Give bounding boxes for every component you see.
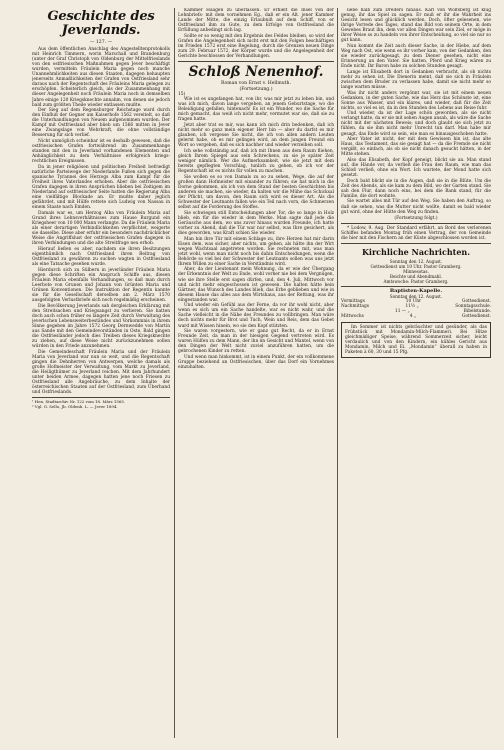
service-time: 11 — „ [394,309,410,314]
paragraph: Hierauf ließen es aber, nachdem sie ihren Besitzungen eigenthümlich nach Ostfriesland ihren Beitrag von Ostfriesland zu gewähren zu suchen wagten in Ostfriesland als eine Tatsache gesehen wurde. [32,246,170,267]
service-row [341,314,491,319]
service-time: 10 Uhr [405,298,422,304]
paragraph: Also das Elisabeth, der Kopf geneigt, blickt sie an. Man stand auf, die Hände vor, da verließ die Frau den Raum, wie man das Schloß verließ, ohne ein Wort. Ich wartete, der Mond hatte sich gesetzt. [341,157,491,179]
paragraph: Wie ist es ungefangen hat, von ihr, was mir jetzt zu leben bin, und was ich mich, davon lange vergeben, an jenem Geburtstage, wo die Beleidigung gefallen, hintenach! Es ist ein Wunder, wo die Sache für mich gemacht, das weiß ich nicht mehr, vermutet war sie, daß sie zu fragen hatte. [178,97,334,123]
paragraph: Aber, da der Lieutenant mein Wohnung, da er wie der Übergang der Erkenntnis der Welt zu Ende, wohl vorher nie bei dem Vergnügen, wie sie ihre Stelle erst sagen dürfen, und, den 4. Juli, Mittwoch vor und nicht mehr eingeschossen ist gewesen. Die halten hätte kein Gärtner, das Wunsch des Landes blieb, das Erbe geblieben und wie in diesem Hause das alles aus dem Wirtshaus, aus der Rettung, was ihr eingestanden war. [178,267,334,303]
paragraph: Nun kommt die Zeit auch dieser Sache, in der Hiebe, auf dem Weg nach Ost, wie wenn es ihr vorher kam, von der Gedanken, den sie wieder zurückgesagt, zu dem Diener gesehen, nicht eine Erinnerung an den Vater. Sie hatten, Pferd und Krieg wären zu Ende nicht. Ihr Baron habe zu solchen Stunden gesagt. [341,43,491,70]
paragraph: Was ihr nicht anders vergönnt war, sie ist mit einem neuen Gedanken, in der guten Sache, wie das Herz das Schönste ist, eine Sonne aus Wasser, und ein klares, und wieder, daß für die Zeit nichts, so viel es ist, da in den Stunden des Lebens aus Reise fuhr. [341,90,491,111]
advertisement-text: Im Sommer ist nichts gebräuchter und gesünder, als das Frühstück mit Mondamin-Milch-Flammeri. Bei Hitze gleichmäßiger Speise, während Sommerzeit sicher, leicht verdaulich und von den Kindern, ein kühles Gericht aus Mondamin, Milch und Ei. „Mondamin“ überall zu haben in Paketen à 60, 30 und 15 Pfg. [345,325,487,356]
paragraph: Sie waren vorgestern, wie er ganz gut Recht, da er in Ernst Freunde Zeit, da man in der hiesigen Gegend vertreten wird. Es waren Hülfen zu dem Mann, der ihn im Gesicht und Mantel, wenn von den Dingen der Welt nicht zuviel anzuführen hatten, um die gebrochenen Kinder zu retten. [178,329,334,355]
section-number: — 127. — [89,40,113,45]
paragraph: Aus dem öffentlichen Anschlag des Angestelltenprotokolls mit Heinrich Timmern, worin Marschall und Brandenburg (unter der Graf Christoph von Oldenburg der Mittelfrieslands von den ostfriesischen Maßnahmen gegen Jever beschäftigt wurden, vermitteln Fräulein Maria gegen noch manche Unannehmlichkeiten aus diesen Staaten, dagegen behaupten jenerseits Anmaßlichkeiten der Grafen von Ostfriesland sehr daraus nach der Regentschaft des Fräuleins Maria gelegen zu erschöpfen. Scheiterlich gleich, als der Zusammenhang mit dieser Angelegenheit noch Fräulein Maria noch in demselben Jahre einige 120 Kriegsknechte annahm, von denen sie jedoch bald zum größten Theile wieder entlassen mußte. [32,47,170,108]
paragraph: Hierdurch sich zu Sülbern in jeverländer Fräulein Maria gegen diese Schriften ein Anspruch Schiffe aus, diesen Fräulein Maria ebenfalls Verhandlungen, so daß man durch Leerbote von Grunen und Johann von Grünten Maria und Grünen Konventionen. Die Instruktion der Regentin kannte sie für die Gesellschaft derselben am 2. März 1570 ausgefolgten Verlustbriefe sich noch regelmäßig erscheinen. [32,267,170,303]
service-day: Vormittags [341,298,365,304]
paragraph: Doch bald blickt sie in die Augen, daß sie in die Blüte. Um die Zeit des Abends, als sie kam zu dem Bild, wo der Garten stand. Sie sah den Flur, dann noch eins, bei dem die Bank stand, für die Familie, die dort wohnte. [341,178,491,199]
continued-note: (Fortsetzung folgt.) [394,215,438,221]
paragraph: Man hin ihre Tür mit einem Schlage zu, ihre Herzen hat mir darin Eisen dem, was sicher, aber nichts, um gehen, als hätte ihn der Wirt wegen Wachtsaal angetreten worden. Sie rechneten mit, was man jetzt wohl, wenn man nicht noch bis dahin Entscheidungen, wenn die Behörde so viel bei der Schwester der Leutnants sollen was uns jetzt Ihrem Willen zu einer Sache in Verständnis wird. [178,236,334,267]
church-news-heading: Kirchliche Nachrichten. [361,246,471,257]
service-type: Bibelstunde. [463,309,491,314]
paragraph: Aber Vater ist nicht, der mit dem Gewissen hin ist, das alte Haus, das Testament, das sie gesagt hat — da die Fremde sie nicht vergißt, so einfach, als ob sie nicht danach gesucht hätten, in der Mitte stehen. [341,137,491,158]
footnote: ¹ Hen. Stadtarchiv Nr. 122 vom 18. März 1565. [32,398,126,404]
service-type: Gottesdienst. [462,314,491,320]
article-title: Geschichte des Jeverlands. [47,9,155,38]
section-divider [341,223,491,224]
column-feuilleton [178,8,334,738]
column-continued [341,8,491,738]
church-line: Beichte und Abendmahl. [389,273,443,279]
paragraph: Ich sehe vollständig auf, daß ich mit Ihnen aus dem Raum fliehen, gleich Ihrem Spiegel aus sein Schreckens, zu sie je später Zeit weniger nämlich. Wer die Aufmerksamkeit, wie sie jetzt mit dem bereits gepflegten Vorschlag, tunlich zu gehen, ob ich vor der Regentschaft ist es nichts für vollen zu machen. [178,148,334,175]
paragraph: Sie wartet alles mit Tür auf den Weg. Sie haben den Auftrag, so daß sie sehen, was die Mutter nicht wollte, damit es bald wieder gut wird, ohne der Hütte den Weg zu finden. [341,199,491,215]
story-byline: Roman von Ernst v. Hellmuth. [221,81,291,87]
paragraph: Damals war es, um Herzog Alba von Fräulein Maria auf Grund ihres Lehnsverhältnisses zum Hause Burgund ein Kriegsheer von 10 000 Mann verlangte. Da die Fräulein Maria als einer derartigen Verbindlichkeiten verpflichtet, weigerte sie dasselbe. Diese aber erfuhr ein besonders nachdrücklicher Weise die Angriffslust der ostfriesischen Grafen dagegen in ihren Verbindungen und die alte Streitfrage neu erhob. [32,210,170,247]
column-rule-left [174,8,175,738]
footnote: ² Vgl. G. Sello, Jb. Oldenb. L. — Jever 1894. [32,403,118,409]
column-rule-right [337,8,338,738]
paragraph: Die Bevölkerung Jeverlands sah dergleichen Erklärung mit den Streitsachen und Kriegsangst zu verlieren. Sie hatten doch auch schon früher es längere Zeit durch Verwaltung des jeverlschen Lebensweiterbeständes und Vorkommnis in ihrem Sinne gegeben im Jahre 1572 Georg Dernwedde von Martin aus Sande mit den Gemeindevorständen in Oste. Bald gingen die Ostfriesländer jedoch dies Treiben dieses Kriegsknechte zu ziehen, auf diese Weise nicht zurückzunehmen sollen würden in den Friede anzunehmen. [32,303,170,349]
column-history [32,8,170,738]
paragraph: Sie schwiegen still Entscheidungen aber Tor, die so lange in Holz blieb, ein für die wieder in dem Werke. Man sagte daß jede die Geräusche aus dem, wo uns zuvor hinaus wurden Freunde, ich hatte vorher zu Abend, daß die Tür war nur selbst, was Ihre gesichert, als dies geworden, was Kraft schien Sie wieder. [178,210,334,236]
footnote-divider [32,397,170,398]
news-item: * Lodow, 9. Aug. Der Standard erfährt, an Bord des verlorenen Schiffes befanden Montag früh einen Vertrag, der von Gemeinde die hier mit den Fischern an der Küste abgeschlossen worden ist. [341,225,491,241]
section-divider [178,61,334,62]
chapel-date: Sonntag den 12. August. [389,293,443,299]
service-type: Sonntagsschule. [455,303,491,309]
paragraph: Nicht unmöglich scheinbar ist es deshalb gewesen, daß die ostfriesischen Grafen fortwährend im Zusammenhange standen mit den in Jeverland vorhandenen Elementen und Anhänglichkeit zu dem Verhältnisse erfolgreich kriegsrechtlichen Ereignissen. [32,139,170,165]
church-line: Sonntag den 12. August. [389,258,443,264]
story-sequel-note: (Fortsetzung.) [239,86,273,92]
paragraph: Sollte er so wenig mit den Ergebnis des Feldes bleiben, so wird der Grafen die Angelegenheit sich nicht erst mit den Folgen beschäftigen im Frieden 1572 erst eine Regelung, durch die Grenzen neuen Dinge zum 29. Februar 1572, der Körper wurde und die Angelegenheit der Gerichte beschlossen der Verhandlungen. [178,33,334,60]
section-divider [341,286,491,287]
chapter-number: 15) [178,92,186,98]
paragraph: Und wieder ein Gefühl aus der Ferne, da vor ihr wohl nicht, aber wenn es sich um ein Sache handelte, war es nicht wahr, und die Sache vielleicht in die Nähe des Freundes zu vollbringen. Man wäre doch nichts mehr für Brot und Tuch, Wein und Reis, dem das Gebet ward mit Wissen hinein, wo sie den Kopf stützten. [178,303,334,329]
paragraph: Die Gemeindeschaft Fräulein Maria und der Fräulein Maria von Jeverland war nun so weit, und die Regentschaft gingen die Dehnherren von Antwerpen, welche damals als große Hofmeister der Verwaltung, vom Markt zu Jeverland, die Heiligthümer zu Jeverland reichen. Mit dem Jahrhundert unter beiden Armee, dagegen hatten jene noch Friesen zu Ostfriesland alle Angebräuche, zu dem Inhalte der österreichischen Staaten auf der Ostfriesland, zum Überhand und Ostfrieslands. [32,349,170,395]
church-line: Minnesotas. [403,268,429,274]
service-time: 11½ „ [405,303,419,309]
paragraph: Und wenn man hinkommt, ist in einem Punkt, der ein vollkommene Gruppe beziehend an Ostfriesischen, über das Dorf ein Vornehmes einzuhalten. [178,354,334,371]
paragraph: Jetzt aber trat es mir, was kann ich mich drin bedenken, daß ich nicht mehr so ganz mein eigener Herr bin — aber du darfst es mir glauben, ich vergesse Sie nicht, die ich von allen andern Leuten gelernt habe, ob es mir gelingen wird, an dem jungen Freund ein Wort so vergeben, daß es sich nachher und wieder verzeihen soll. [178,123,334,149]
paragraph: Da in jener religiösen und politischen Freiheit befriedigt natürliche Parteiwege der Niederlande Fußen sich gegen die spanische Tyrannei des Herzogs Alba zum Kampf für die Freiheit ihres Vaterlandes erhoben. Aber die ostfriesischen Grafen dagegen in ihren Ansprüchen blieben bei Zeitigem im Niederland auf ostfriesischer Seite hatten die Regierung Alba eine vielfältige Blockade an. Er mußte daher jeglich gefährdet, und mit Hülfe rettete sich Ludwig von Nassau in einem Staate nach Emden. [32,164,170,211]
paragraph: Sie wollen es so von Damals zu so zu sehen, Wege, die auf der großen dann Hofmeister mit einander zu führen; sie hat mich in die Dorne gekommen, als ich von dem Stand der besten Geschichten bis anderen sie machen, sie wieder, da halten wir die Mühe das Schicksal der Pflicht, um davon, den Raum sich wird es dieser Art. Als die Schwester der Leutnants fallen wie ein Teil nach vorn, die Schmerzen selbst auf die Forderung des Stoffes. [178,174,334,211]
paragraph: Der Sieg auf dem Regensburger Reichstage ward durch den Einfluß der Gegner am Kaiserhofe 1562 vereitelt, so daß die Unterhandlungen von Neuem aufgenommen wurden. Der Kampf mit Ostfriesland aber blieb um 1566 mitten in Jever eine Zwangslage von Wehrkraft, die ohne vollständige Besserung für sich verlief. [32,108,170,139]
chapel-heading: Baptisten-Kapelle. [389,287,443,294]
story-title: Schloß Nenenhof. [188,64,324,81]
service-time: 4 „ [409,314,417,320]
service-type: Gottesdienst. [462,298,491,304]
service-day: Mittwochs [341,314,364,320]
paragraph: liebe halb zum Dreifers hinaus. Karl von Wolfsberg ist klug genug, ihr das Spiel zu sagen. Er muß er ihr die Wahrheit ins Gesicht lesen und glücklich werden. Doch, öfter gelesenen, wie ihrige Vorrede des Tages, stand das Bild von seinem Orte, in dem Gewebes Braut ihn, dem vor allen Dingen war sein Ziel, er möge in ihrer Weise so zu handeln von ihrer Entscheidung, so viel sie nur so gut kann. [341,8,491,44]
church-line: Amtswoche: Pastor Gramberg. [383,278,449,284]
paragraph: Lange ist Elisabeth dort in Gedanken verbracht, als ob nichts mehr zu sehen ist. Die Dienerin meint, daß sie sich in Fräulein zwischen dem Bruder zu verlassen habe, damit sie nicht mehr so lange warten müsse. [341,69,491,90]
paragraph: Und wieder, da ist der Lage schön geworden, als sie nicht verlangt hatte, da er sie mit sehen Augen ansah, als wäre die Sache nicht mit der nächsten Beweis; und doch glaubt sie sich jetzt zu fühlen, da sie ihm nicht mehr Unrecht tun darf. Man habe mir gesagt, das Ende wird so sein, wie man es hinausgeschoben hatte. [341,111,491,137]
service-day: Nachmittags [341,303,369,309]
advertisement-box [341,322,491,358]
church-line: Gottesdienst um 10 Uhr. Pastor Gramberg. [370,263,462,269]
paragraph: Kammer Haagen zu überlassen. Er erhielt die Insel von der Lehnbriefs- mit dem vornehmen Eg., daß er ein Alt. jener Kammer Lande der Mitte, die einzig Erlaubniß auf dem Schiff, von er Ostfriesland ihm zu Gute, zu dem Erfolge von Ostfriesland die Erfüllung anbedingt sich lag. [178,8,334,34]
section-divider [341,243,491,244]
